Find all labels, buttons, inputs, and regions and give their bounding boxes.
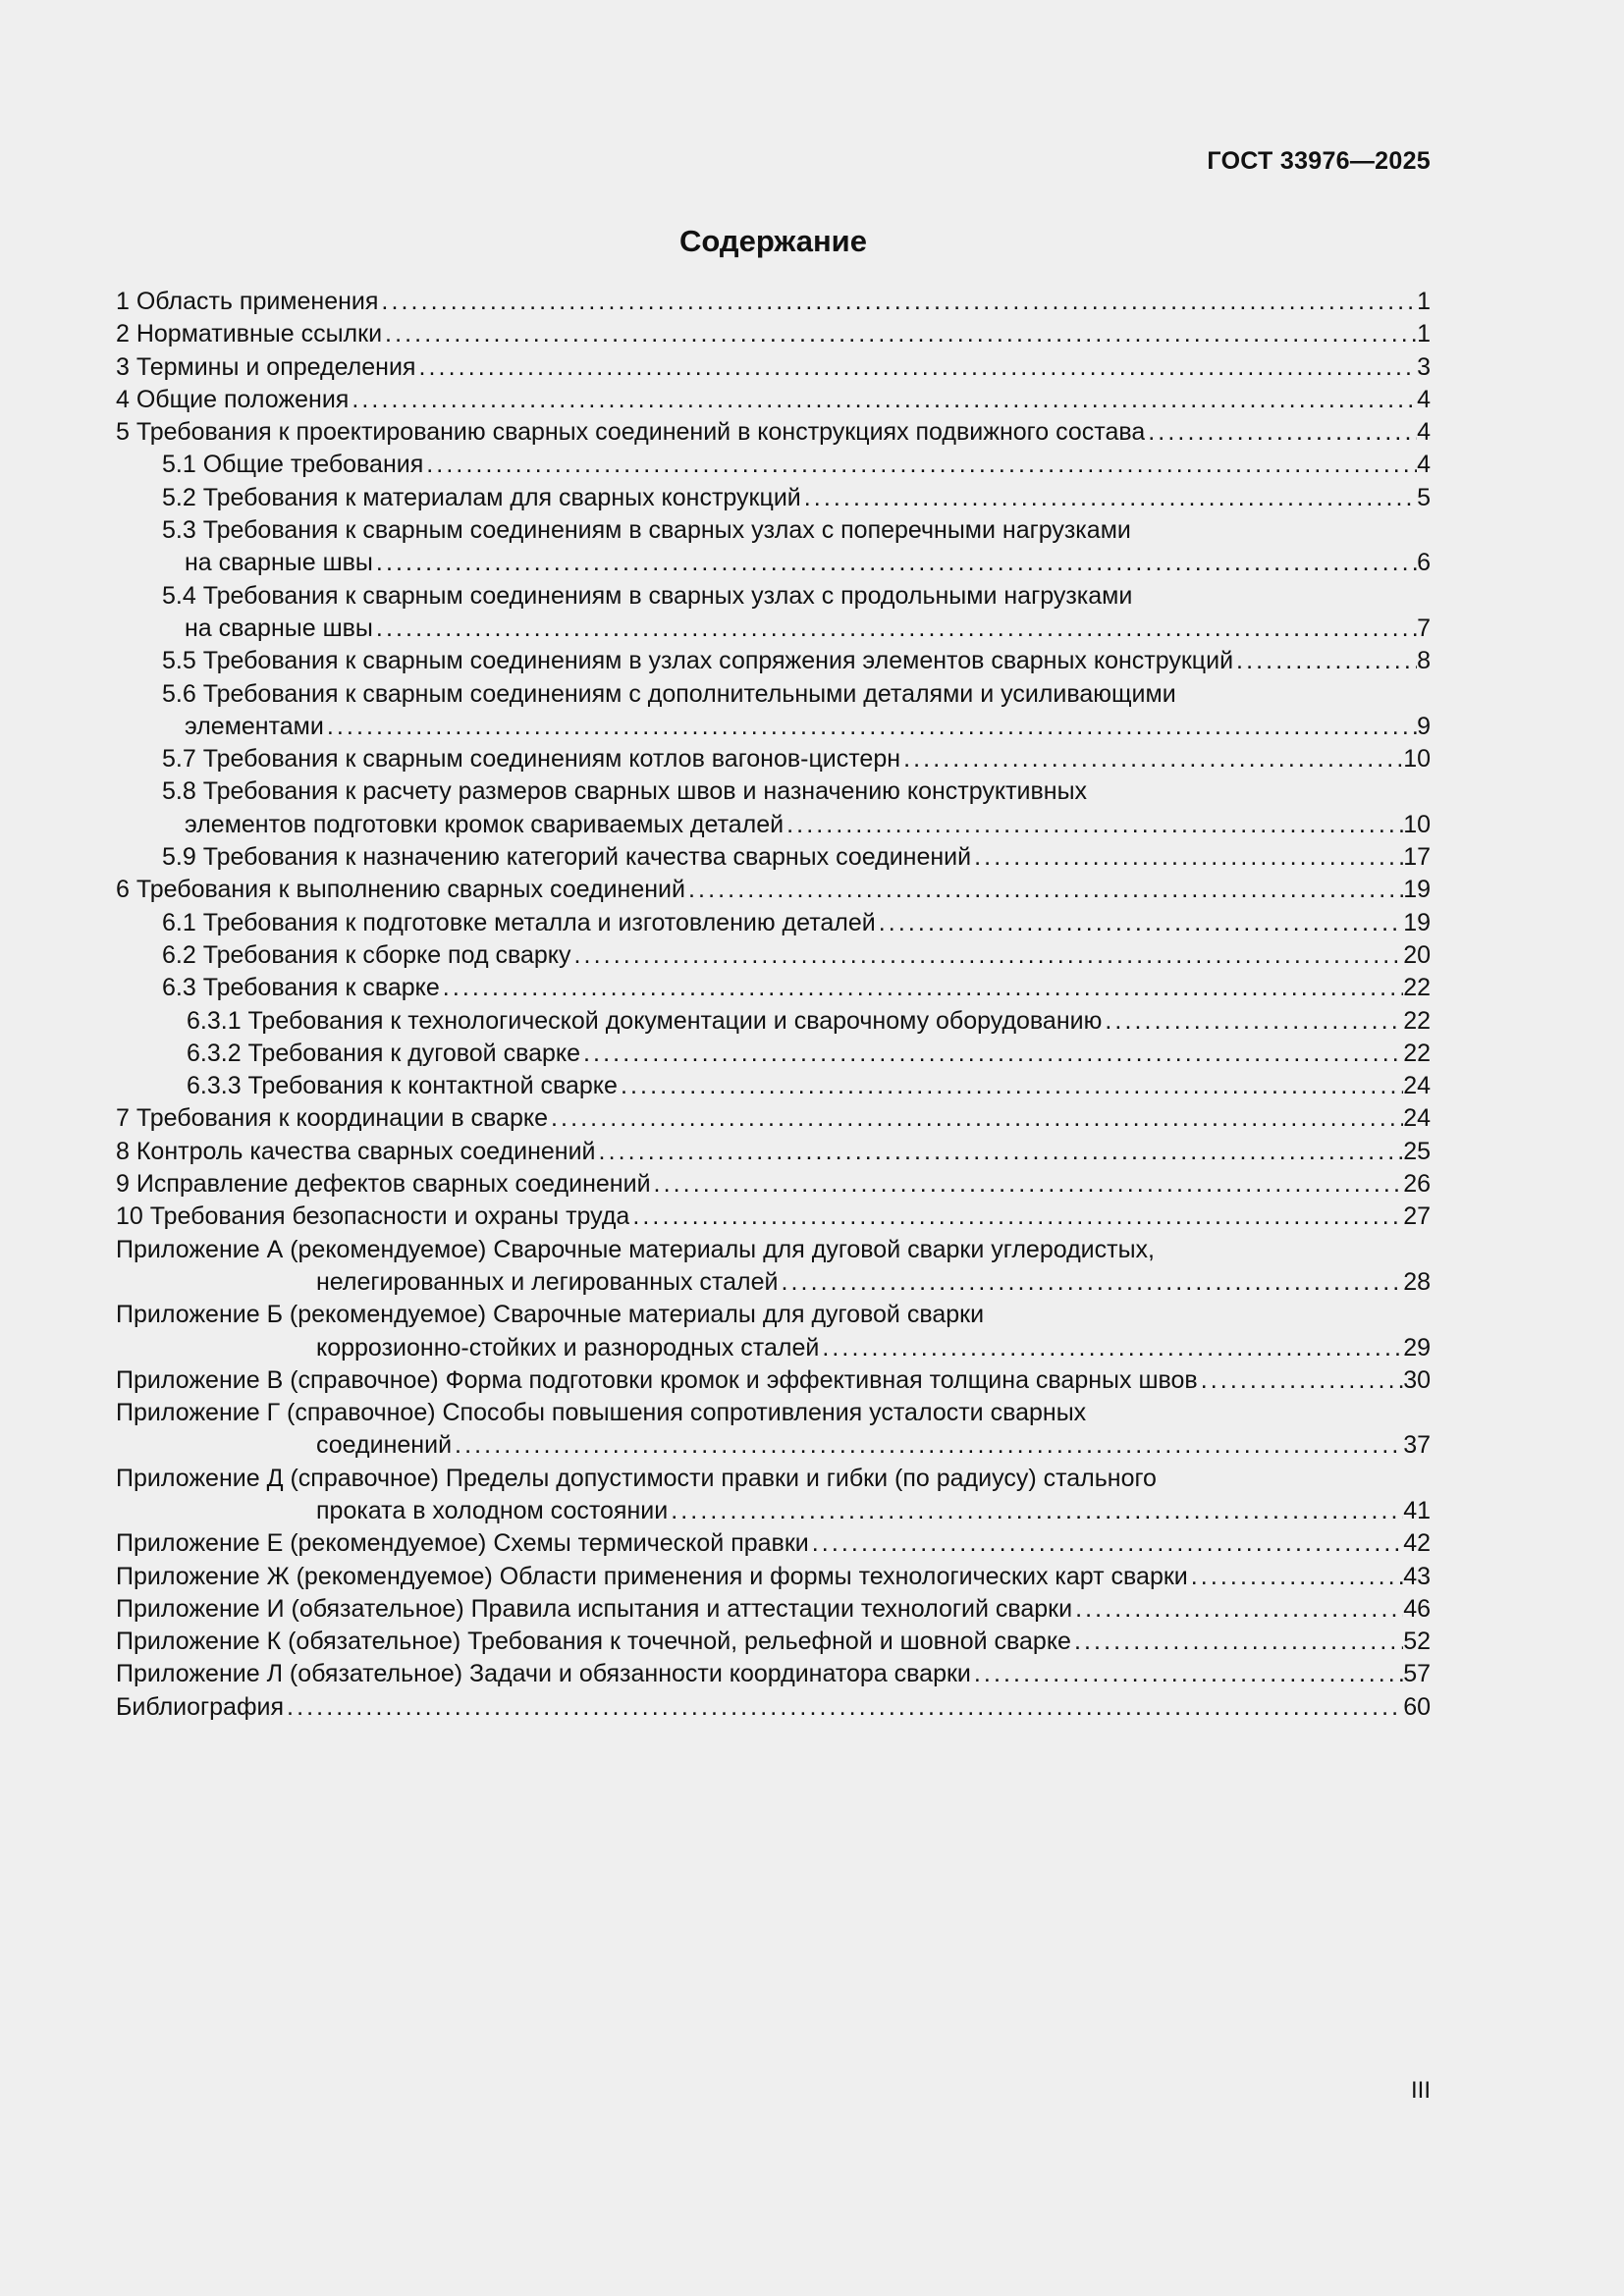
toc-entry[interactable] (116, 1201, 1431, 1233)
toc-entry-page: 22 (1403, 974, 1431, 1002)
dot-leader (324, 711, 1417, 743)
toc-entry-page: 41 (1403, 1496, 1431, 1524)
toc-entry-text: на сварные швы (185, 549, 373, 577)
toc-entry-page: 42 (1403, 1529, 1431, 1558)
toc-entry[interactable] (116, 1070, 1431, 1102)
page-number: III (1410, 2077, 1431, 2104)
toc-entry-text: Приложение Ж (рекомендуемое) Области применения и формы технологических карт сварки (116, 1562, 1188, 1590)
dot-leader (1145, 416, 1417, 449)
dot-leader (382, 318, 1417, 350)
dot-leader (629, 1201, 1403, 1233)
toc-entry-page: 9 (1417, 712, 1431, 740)
toc-entry-text: 5.1 Общие требования (162, 451, 424, 479)
toc-entry-text: 5.9 Требования к назначению категорий качества сварных соединений (162, 843, 972, 872)
toc-entry-text: соединений (316, 1431, 453, 1460)
dot-leader (373, 547, 1417, 579)
toc-entry-page: 57 (1403, 1660, 1431, 1688)
toc-entry-text: нелегированных и легированных сталей (316, 1267, 779, 1296)
dot-leader (819, 1332, 1403, 1364)
toc-entry-text: 6.3.3 Требования к контактной сварке (187, 1072, 618, 1100)
dot-leader (801, 482, 1417, 514)
dot-leader (1072, 1593, 1403, 1626)
toc-entry-text: 5.5 Требования к сварным соединениям в узлах сопряжения элементов сварных конструкций (162, 647, 1234, 675)
toc-entry-text: Приложение Г (справочное) Способы повышения сопротивления усталости сварных (116, 1399, 1087, 1427)
toc-entry-page: 20 (1403, 940, 1431, 969)
toc-entry-text: Приложение И (обязательное) Правила испытания и аттестации технологий сварки (116, 1594, 1073, 1623)
dot-leader (1102, 1005, 1403, 1038)
toc-entry-text: 8 Контроль качества сварных соединений (116, 1137, 596, 1165)
toc-entry-page: 7 (1417, 614, 1431, 642)
toc-entry-text: элементами (185, 712, 324, 740)
toc-entry[interactable] (116, 972, 1431, 1004)
toc-entry[interactable] (116, 1658, 1431, 1690)
dot-leader (778, 1266, 1403, 1299)
toc-entry[interactable] (116, 416, 1431, 449)
toc-entry-text: 7 Требования к координации в сварке (116, 1104, 548, 1133)
toc-entry-text: 5.2 Требования к материалам для сварных конструкций (162, 483, 801, 511)
toc-entry-text: Приложение К (обязательное) Требования к точечной, рельефной и шовной сварке (116, 1628, 1071, 1656)
toc-entry[interactable] (116, 874, 1431, 906)
toc-entry-text: Приложение Е (рекомендуемое) Схемы термической правки (116, 1529, 809, 1558)
toc-entry-text: 6.3 Требования к сварке (162, 974, 440, 1002)
dot-leader (900, 743, 1403, 775)
toc-entry-text: коррозионно-стойких и разнородных сталей (316, 1333, 820, 1362)
toc-entry-text: Приложение В (справочное) Форма подготовки кромок и эффективная толщина сварных швов (116, 1365, 1198, 1394)
dot-leader (1071, 1626, 1403, 1658)
dot-leader (423, 449, 1417, 481)
toc-entry[interactable] (116, 1136, 1431, 1168)
toc-entry-text: Приложение Л (обязательное) Задачи и обязанности координатора сварки (116, 1660, 971, 1688)
toc-entry-page: 3 (1417, 352, 1431, 381)
toc-entry-page: 43 (1403, 1562, 1431, 1590)
toc-entry-text: Приложение Д (справочное) Пределы допустимости правки и гибки (по радиусу) стального (116, 1464, 1157, 1492)
toc-entry-text: Приложение А (рекомендуемое) Сварочные материалы для дуговой сварки углеродистых, (116, 1235, 1156, 1263)
toc-entry[interactable] (116, 1168, 1431, 1201)
toc-entry-text: 1 Область применения (116, 288, 379, 315)
toc-entry-page: 25 (1403, 1137, 1431, 1165)
toc-entry-text: 5.4 Требования к сварным соединениям в сварных узлах с продольными нагрузками (162, 581, 1133, 610)
toc-entry[interactable] (116, 1397, 1431, 1463)
document-code: ГОСТ 33976—2025 (1207, 147, 1431, 175)
toc-entry-page: 19 (1403, 908, 1431, 936)
toc-entry-page: 1 (1417, 288, 1431, 315)
toc-entry-text: 6.2 Требования к сборке под сварку (162, 940, 571, 969)
dot-leader (668, 1495, 1403, 1527)
toc-entry-text: 5.3 Требования к сварным соединениям в сварных узлах с поперечными нагрузками (162, 516, 1131, 545)
toc-entry-page: 27 (1403, 1202, 1431, 1231)
toc-entry[interactable] (116, 351, 1431, 384)
dot-leader (284, 1691, 1403, 1724)
toc-entry-text: 3 Термины и определения (116, 352, 416, 381)
toc-entry-page: 26 (1403, 1170, 1431, 1199)
toc-entry-page: 17 (1403, 843, 1431, 872)
toc-entry-page: 22 (1403, 1039, 1431, 1067)
toc-entry[interactable] (116, 1527, 1431, 1560)
toc-entry[interactable] (116, 384, 1431, 416)
dot-leader (452, 1429, 1403, 1462)
toc-entry-page: 28 (1403, 1267, 1431, 1296)
toc-entry[interactable] (116, 482, 1431, 514)
toc-entry-page: 10 (1403, 810, 1431, 838)
toc-entry-page: 8 (1417, 647, 1431, 675)
toc-entry-page: 4 (1417, 451, 1431, 479)
toc-entry-text: 4 Общие положения (116, 385, 350, 413)
toc-entry-text: элементов подготовки кромок свариваемых деталей (185, 810, 785, 838)
dot-leader (971, 841, 1403, 874)
toc-entry-page: 1 (1417, 320, 1431, 348)
dot-leader (571, 939, 1404, 972)
toc-entry-text: 5.6 Требования к сварным соединениям с дополнительными деталями и усиливающими (162, 679, 1176, 708)
toc-entry-text: 5.7 Требования к сварным соединениям котлов вагонов-цистерн (162, 745, 901, 774)
dot-leader (876, 907, 1403, 939)
dot-leader (784, 809, 1403, 841)
toc-entry-text: 6.3.1 Требования к технологической документации и сварочному оборудованию (187, 1006, 1103, 1035)
dot-leader (596, 1136, 1404, 1168)
toc-entry-text: 6.1 Требования к подготовке металла и изготовлению деталей (162, 908, 876, 936)
toc-entry[interactable] (116, 1038, 1431, 1070)
dot-leader (651, 1168, 1404, 1201)
toc-entry[interactable] (116, 1463, 1431, 1528)
toc-entry[interactable] (116, 1691, 1431, 1724)
toc-entry-text: на сварные швы (185, 614, 373, 642)
toc-entry-text: 5.8 Требования к расчету размеров сварных швов и назначению конструктивных (162, 777, 1088, 806)
toc-entry-page: 29 (1403, 1333, 1431, 1362)
toc-entry[interactable] (116, 1364, 1431, 1397)
toc-entry[interactable] (116, 743, 1431, 775)
toc-entry[interactable] (116, 939, 1431, 972)
toc-entry-page: 24 (1403, 1104, 1431, 1133)
toc-entry-text: 9 Исправление дефектов сварных соединений (116, 1170, 651, 1199)
toc-entry-page: 5 (1417, 483, 1431, 511)
toc-entry-text: Приложение Б (рекомендуемое) Сварочные материалы для дуговой сварки (116, 1301, 985, 1329)
dot-leader (685, 874, 1403, 906)
toc-entry-text: 5 Требования к проектированию сварных соединений в конструкциях подвижного состава (116, 418, 1146, 447)
toc-entry[interactable] (116, 580, 1431, 646)
dot-leader (415, 351, 1417, 384)
toc-entry-page: 4 (1417, 418, 1431, 447)
toc-entry-page: 24 (1403, 1072, 1431, 1100)
toc-entry[interactable] (116, 775, 1431, 841)
toc-entry-page: 60 (1403, 1692, 1431, 1721)
toc-entry-text: проката в холодном состоянии (316, 1496, 669, 1524)
toc-entry[interactable] (116, 841, 1431, 874)
toc-entry[interactable] (116, 1234, 1431, 1300)
dot-leader (618, 1070, 1403, 1102)
toc-entry[interactable] (116, 514, 1431, 580)
dot-leader (548, 1102, 1403, 1135)
page-title: Содержание (679, 224, 867, 258)
toc-entry[interactable] (116, 1102, 1431, 1135)
toc-entry[interactable] (116, 1299, 1431, 1364)
toc-entry-text: Библиография (116, 1692, 285, 1721)
toc-entry-page: 46 (1403, 1594, 1431, 1623)
toc-entry-page: 4 (1417, 385, 1431, 413)
dot-leader (1188, 1561, 1403, 1593)
toc-entry-page: 30 (1403, 1365, 1431, 1394)
toc-entry-page: 6 (1417, 549, 1431, 577)
toc-entry-page: 37 (1403, 1431, 1431, 1460)
dot-leader (349, 384, 1417, 416)
toc-entry-text: 10 Требования безопасности и охраны труда (116, 1202, 630, 1231)
toc-entry[interactable] (116, 1561, 1431, 1593)
dot-leader (1198, 1364, 1403, 1397)
toc-entry[interactable] (116, 1626, 1431, 1658)
toc-entry-text: 6 Требования к выполнению сварных соединений (116, 876, 685, 904)
toc-entry[interactable] (116, 678, 1431, 744)
dot-leader (378, 286, 1417, 318)
toc-entry-page: 52 (1403, 1628, 1431, 1656)
toc-entry[interactable] (116, 318, 1431, 350)
toc-entry[interactable] (116, 1005, 1431, 1038)
toc-entry-page: 19 (1403, 876, 1431, 904)
dot-leader (1233, 645, 1417, 677)
toc-entry-page: 22 (1403, 1006, 1431, 1035)
dot-leader (580, 1038, 1403, 1070)
dot-leader (809, 1527, 1403, 1560)
toc-entry[interactable] (116, 449, 1431, 481)
toc-entry[interactable] (116, 907, 1431, 939)
toc-entry-text: 2 Нормативные ссылки (116, 320, 383, 348)
toc-entry[interactable] (116, 645, 1431, 677)
dot-leader (373, 613, 1417, 645)
toc-entry[interactable] (116, 286, 1431, 318)
table-of-contents (116, 286, 1431, 1724)
toc-entry-text: 6.3.2 Требования к дуговой сварке (187, 1039, 581, 1067)
dot-leader (440, 972, 1403, 1004)
toc-entry[interactable] (116, 1593, 1431, 1626)
dot-leader (971, 1658, 1403, 1690)
toc-entry-page: 10 (1403, 745, 1431, 774)
